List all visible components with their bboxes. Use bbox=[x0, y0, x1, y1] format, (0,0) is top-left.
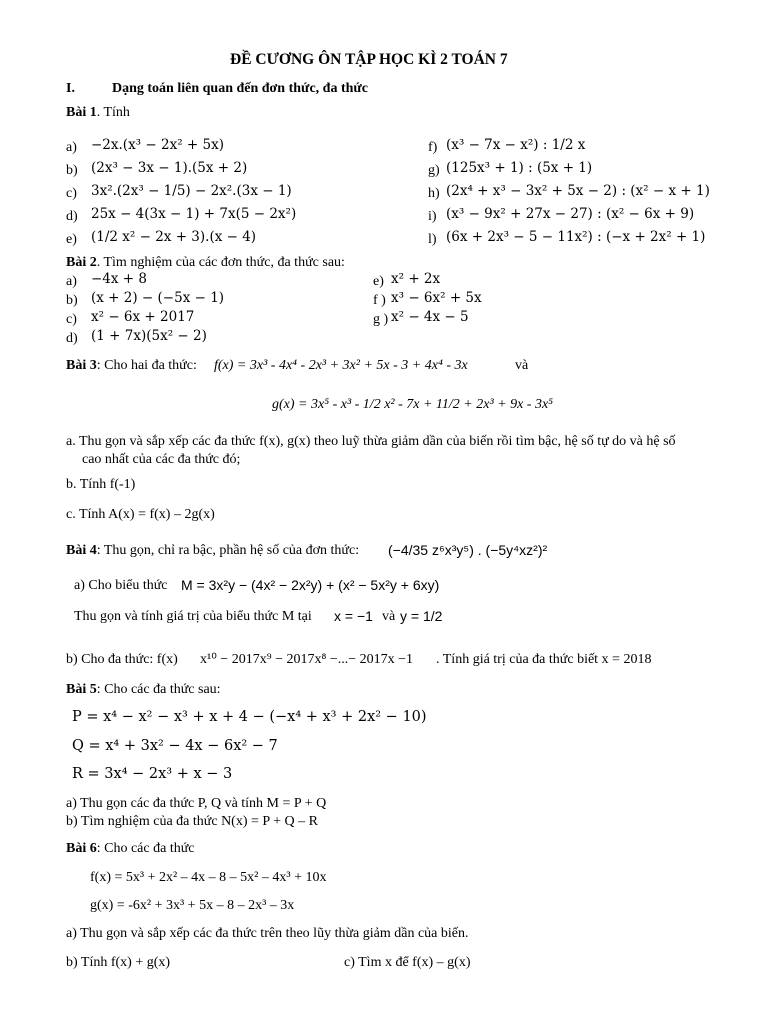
b2-right-g-expr: x² − 4x − 5 bbox=[391, 309, 469, 325]
exercise-3-instruction: : Cho hai đa thức: bbox=[96, 358, 197, 373]
exercise-1-label: Bài 1 bbox=[66, 105, 97, 120]
b6-part-c: c) Tìm x để f(x) – g(x) bbox=[344, 955, 471, 970]
b3-and: và bbox=[515, 358, 529, 373]
b1-left-e-label: e) bbox=[66, 232, 77, 247]
b2-left-c-expr: x² − 6x + 2017 bbox=[91, 309, 195, 325]
b5-part-b: b) Tìm nghiệm của đa thức N(x) = P + Q – R bbox=[66, 814, 319, 829]
b4-a-prefix: a) Cho biểu thức bbox=[74, 578, 168, 593]
b3-f-polynomial: f(x) = 3x³ - 4x⁴ - 2x³ + 3x² + 5x - 3 + 4x⁴ - 3x bbox=[214, 358, 468, 373]
b2-left-d-expr: (1 + 7x)(5x² − 2) bbox=[91, 328, 207, 344]
exercise-2-heading bbox=[66, 256, 345, 270]
b2-right-e-label: e) bbox=[373, 274, 384, 289]
b6-part-a: a) Thu gọn và sắp xếp các đa thức trên theo lũy thừa giảm dần của biến. bbox=[66, 926, 469, 941]
exercise-5-instruction: : Cho các đa thức sau: bbox=[96, 682, 221, 697]
b1-left-a-label: a) bbox=[66, 140, 77, 155]
b2-left-b-label: b) bbox=[66, 293, 78, 308]
b4-monomial-expr: (−4/35 z⁶x³y⁵) . (−5y⁴xz²)² bbox=[388, 542, 548, 558]
b5-part-a: a) Thu gọn các đa thức P, Q và tính M = P + Q bbox=[66, 796, 327, 811]
b4-a2-and: và bbox=[382, 609, 396, 624]
exercise-6-heading bbox=[66, 842, 195, 856]
b4-a2-prefix: Thu gọn và tính giá trị của biểu thức M tại bbox=[74, 609, 312, 624]
exercise-6-label: Bài 6 bbox=[66, 841, 97, 856]
b1-right-h-expr: (2x⁴ + x³ − 3x² + 5x − 2) : (x² − x + 1) bbox=[446, 183, 710, 199]
b2-left-b-expr: (x + 2) − (−5x − 1) bbox=[91, 290, 225, 306]
page-title: ĐỀ CƯƠNG ÔN TẬP HỌC KÌ 2 TOÁN 7 bbox=[230, 51, 508, 68]
b6-g-polynomial: g(x) = -6x² + 3x³ + 5x – 8 – 2x³ – 3x bbox=[90, 898, 295, 913]
exercise-4-label: Bài 4 bbox=[66, 543, 97, 558]
b4-a-expression: M = 3x²y − (4x² − 2x²y) + (x² − 5x²y + 6xy) bbox=[181, 577, 440, 593]
exercise-2-label: Bài 2 bbox=[66, 255, 97, 270]
b1-left-a-expr: −2x.(x³ − 2x² + 5x) bbox=[91, 137, 224, 153]
exercise-4-instruction: : Thu gọn, chỉ ra bậc, phần hệ số của đơn thức: bbox=[96, 543, 360, 558]
exercise-1-instruction: . Tính bbox=[96, 105, 130, 120]
exercise-4-heading bbox=[66, 544, 359, 558]
b3-g-polynomial: g(x) = 3x⁵ - x³ - 1/2 x² - 7x + 11/2 + 2x³ + 9x - 3x⁵ bbox=[272, 397, 554, 412]
section-heading: Dạng toán liên quan đến đơn thức, đa thức bbox=[112, 81, 369, 96]
b1-left-d-expr: 25x − 4(3x − 1) + 7x(5 − 2x²) bbox=[91, 206, 297, 222]
b5-Q-polynomial: Q = x⁴ + 3x² − 4x − 6x² − 7 bbox=[72, 738, 278, 754]
b2-left-a-label: a) bbox=[66, 274, 77, 289]
b2-left-a-expr: −4x + 8 bbox=[91, 271, 147, 287]
b1-left-c-label: c) bbox=[66, 186, 77, 201]
b1-left-b-expr: (2x³ − 3x − 1).(5x + 2) bbox=[91, 160, 248, 176]
b2-right-e-expr: x² + 2x bbox=[391, 271, 441, 287]
b1-right-g-label: g) bbox=[428, 163, 440, 178]
b3-part-a-line1: a. Thu gọn và sắp xếp các đa thức f(x), g(x) theo luỹ thừa giảm dần của biến rồi tìm bậc, hệ số tự do và hệ số bbox=[66, 434, 676, 449]
b1-right-g-expr: (125x³ + 1) : (5x + 1) bbox=[446, 160, 593, 176]
exercise-6-instruction: : Cho các đa thức bbox=[96, 841, 195, 856]
b2-right-g-label: g ) bbox=[373, 312, 389, 327]
b1-left-c-expr: 3x².(2x³ − 1/5) − 2x².(3x − 1) bbox=[91, 183, 292, 199]
b4-a2-x-value: x = −1 bbox=[334, 608, 373, 624]
b4-a2-y-value: y = 1/2 bbox=[400, 608, 443, 624]
b1-left-e-expr: (1/2 x² − 2x + 3).(x − 4) bbox=[91, 229, 257, 245]
b1-right-h-label: h) bbox=[428, 186, 440, 201]
b1-right-f-label: f) bbox=[428, 140, 438, 155]
b1-left-b-label: b) bbox=[66, 163, 78, 178]
exercise-2-instruction: . Tìm nghiệm của các đơn thức, đa thức sau: bbox=[96, 255, 345, 270]
b6-part-b: b) Tính f(x) + g(x) bbox=[66, 955, 171, 970]
exercise-5-heading bbox=[66, 683, 221, 697]
b1-right-l-expr: (6x + 2x³ − 5 − 11x²) : (−x + 2x² + 1) bbox=[446, 229, 706, 245]
b2-right-f-label: f ) bbox=[373, 293, 386, 308]
b6-f-polynomial: f(x) = 5x³ + 2x² – 4x – 8 – 5x² – 4x³ + 10x bbox=[90, 870, 327, 885]
b3-part-b: b. Tính f(-1) bbox=[66, 477, 136, 492]
b1-right-l-label: l) bbox=[428, 232, 437, 247]
b1-right-i-expr: (x³ − 9x² + 27x − 27) : (x² − 6x + 9) bbox=[446, 206, 695, 222]
b4-b-prefix: b) Cho đa thức: f(x) bbox=[66, 652, 178, 667]
b1-right-i-label: i) bbox=[428, 209, 437, 224]
b4-b-suffix: . Tính giá trị của đa thức biết x = 2018 bbox=[436, 652, 652, 667]
exercise-3-label: Bài 3 bbox=[66, 358, 97, 373]
b3-part-a-line2: cao nhất của các đa thức đó; bbox=[82, 452, 241, 467]
b2-left-c-label: c) bbox=[66, 312, 77, 327]
b5-R-polynomial: R = 3x⁴ − 2x³ + x − 3 bbox=[72, 766, 233, 782]
b3-part-c: c. Tính A(x) = f(x) – 2g(x) bbox=[66, 507, 215, 522]
exercise-5-label: Bài 5 bbox=[66, 682, 97, 697]
b5-P-polynomial: P = x⁴ − x² − x³ + x + 4 − (−x⁴ + x³ + 2x² − 10) bbox=[72, 709, 427, 725]
exercise-3-heading bbox=[66, 359, 197, 373]
b1-right-f-expr: (x³ − 7x − x²) : 1/2 x bbox=[446, 137, 586, 153]
exercise-1-heading bbox=[66, 106, 130, 120]
b2-right-f-expr: x³ − 6x² + 5x bbox=[391, 290, 482, 306]
b1-left-d-label: d) bbox=[66, 209, 78, 224]
b2-left-d-label: d) bbox=[66, 331, 78, 346]
section-number: I. bbox=[66, 81, 75, 96]
b4-b-expression: x¹⁰ − 2017x⁹ − 2017x⁸ −...− 2017x −1 bbox=[200, 652, 414, 667]
